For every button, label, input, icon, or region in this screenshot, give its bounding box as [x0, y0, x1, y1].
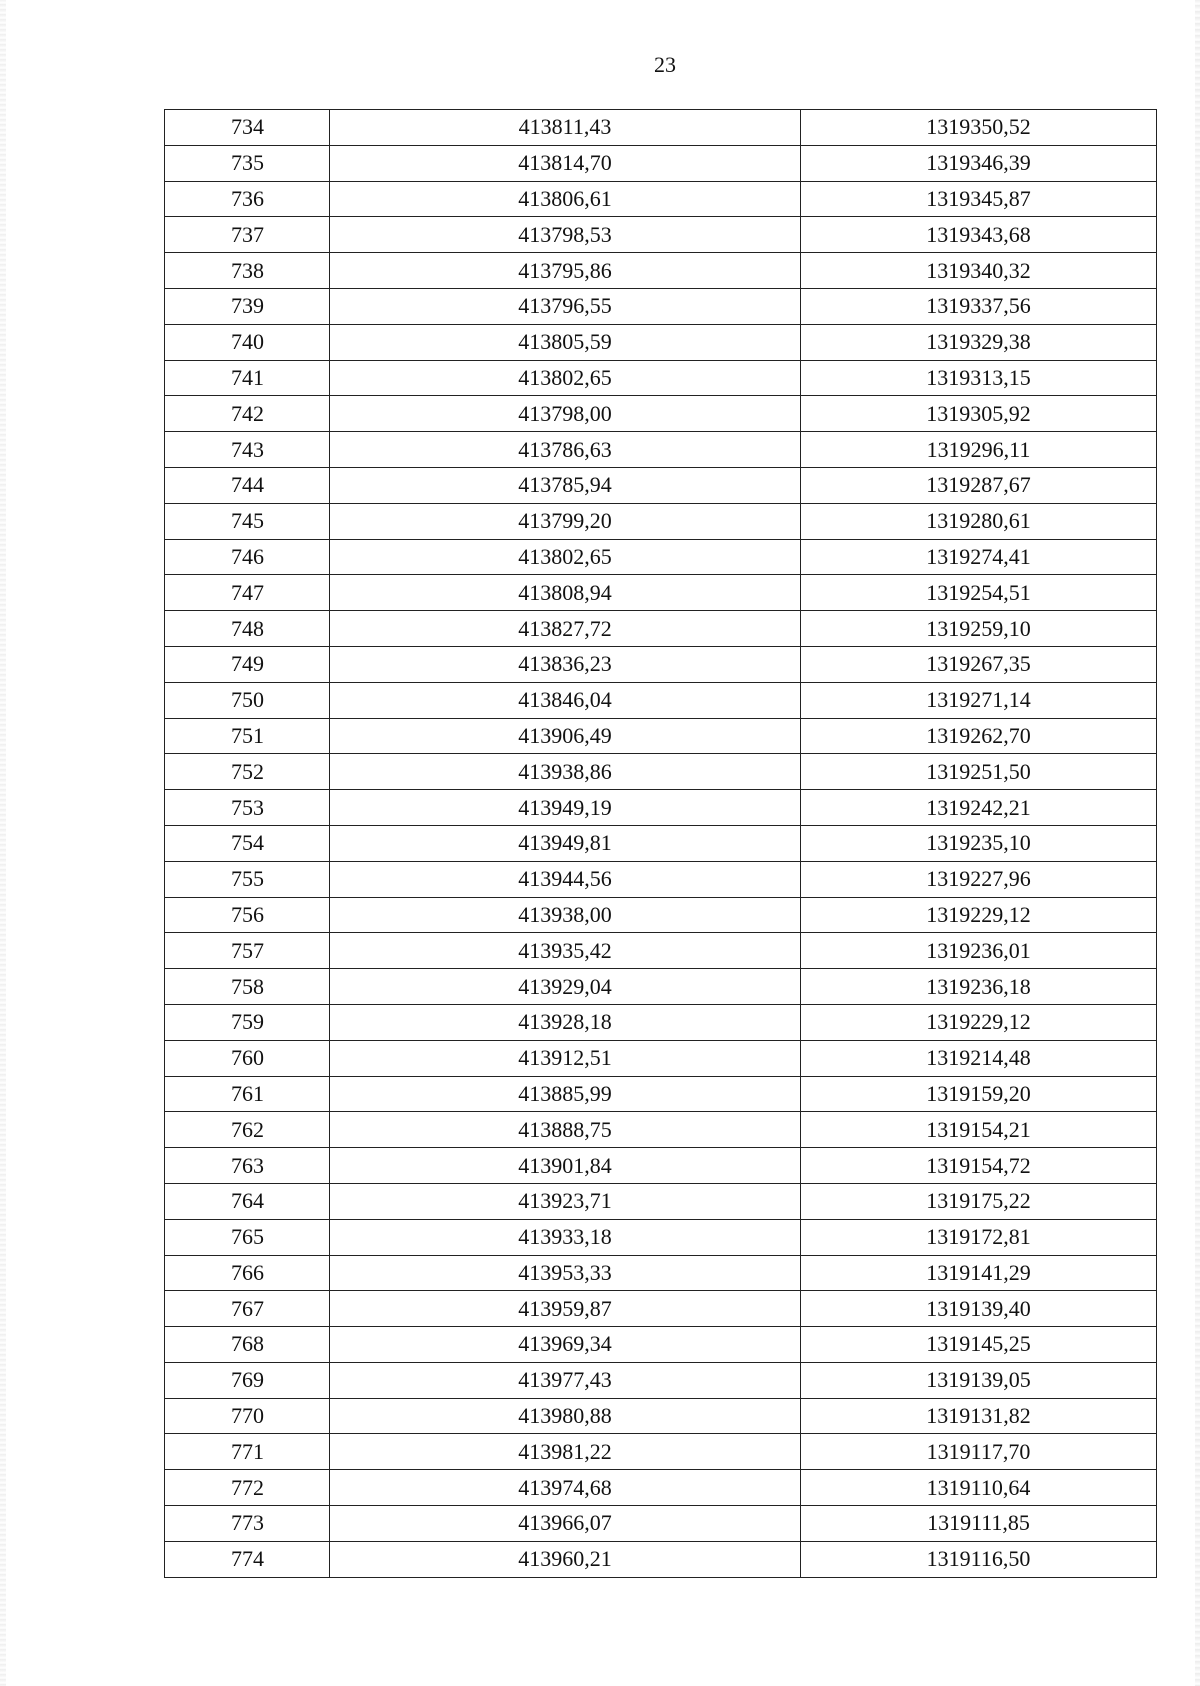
table-row [165, 1434, 1157, 1470]
scan-edge-right [1195, 0, 1200, 1686]
x-coordinate-cell: 413786,63 [330, 432, 801, 468]
point-number-cell: 746 [165, 539, 330, 575]
point-number-cell: 758 [165, 969, 330, 1005]
x-coordinate-cell: 413799,20 [330, 503, 801, 539]
point-number-cell: 740 [165, 324, 330, 360]
table-row [165, 288, 1157, 324]
table-row [165, 969, 1157, 1005]
point-number-cell: 774 [165, 1541, 330, 1577]
y-coordinate-cell: 1319345,87 [801, 181, 1157, 217]
x-coordinate-cell: 413980,88 [330, 1398, 801, 1434]
page-number: 23 [654, 52, 676, 77]
table-row [165, 360, 1157, 396]
y-coordinate-cell: 1319267,35 [801, 646, 1157, 682]
x-coordinate-cell: 413933,18 [330, 1219, 801, 1255]
point-number-cell: 757 [165, 933, 330, 969]
x-coordinate-cell: 413959,87 [330, 1291, 801, 1327]
y-coordinate-cell: 1319139,40 [801, 1291, 1157, 1327]
table-row [165, 324, 1157, 360]
table-row [165, 1398, 1157, 1434]
y-coordinate-cell: 1319235,10 [801, 825, 1157, 861]
point-number-cell: 743 [165, 432, 330, 468]
point-number-cell: 771 [165, 1434, 330, 1470]
y-coordinate-cell: 1319259,10 [801, 611, 1157, 647]
y-coordinate-cell: 1319141,29 [801, 1255, 1157, 1291]
table-row [165, 396, 1157, 432]
y-coordinate-cell: 1319337,56 [801, 288, 1157, 324]
table-row [165, 181, 1157, 217]
x-coordinate-cell: 413808,94 [330, 575, 801, 611]
table-row [165, 217, 1157, 253]
x-coordinate-cell: 413846,04 [330, 682, 801, 718]
x-coordinate-cell: 413953,33 [330, 1255, 801, 1291]
y-coordinate-cell: 1319254,51 [801, 575, 1157, 611]
table-row [165, 467, 1157, 503]
y-coordinate-cell: 1319131,82 [801, 1398, 1157, 1434]
point-number-cell: 741 [165, 360, 330, 396]
table-row [165, 1148, 1157, 1184]
x-coordinate-cell: 413938,86 [330, 754, 801, 790]
x-coordinate-cell: 413827,72 [330, 611, 801, 647]
x-coordinate-cell: 413806,61 [330, 181, 801, 217]
y-coordinate-cell: 1319214,48 [801, 1040, 1157, 1076]
point-number-cell: 752 [165, 754, 330, 790]
y-coordinate-cell: 1319117,70 [801, 1434, 1157, 1470]
y-coordinate-cell: 1319305,92 [801, 396, 1157, 432]
point-number-cell: 753 [165, 790, 330, 826]
table-row [165, 611, 1157, 647]
table-row [165, 646, 1157, 682]
y-coordinate-cell: 1319274,41 [801, 539, 1157, 575]
y-coordinate-cell: 1319139,05 [801, 1362, 1157, 1398]
y-coordinate-cell: 1319287,67 [801, 467, 1157, 503]
table-row [165, 1506, 1157, 1542]
point-number-cell: 735 [165, 145, 330, 181]
point-number-cell: 769 [165, 1362, 330, 1398]
table-row [165, 861, 1157, 897]
point-number-cell: 762 [165, 1112, 330, 1148]
point-number-cell: 744 [165, 467, 330, 503]
point-number-cell: 767 [165, 1291, 330, 1327]
x-coordinate-cell: 413928,18 [330, 1004, 801, 1040]
point-number-cell: 749 [165, 646, 330, 682]
y-coordinate-cell: 1319262,70 [801, 718, 1157, 754]
x-coordinate-cell: 413981,22 [330, 1434, 801, 1470]
table-row [165, 682, 1157, 718]
table-row [165, 933, 1157, 969]
table-row [165, 145, 1157, 181]
y-coordinate-cell: 1319154,72 [801, 1148, 1157, 1184]
y-coordinate-cell: 1319346,39 [801, 145, 1157, 181]
y-coordinate-cell: 1319111,85 [801, 1506, 1157, 1542]
table-row [165, 1183, 1157, 1219]
point-number-cell: 772 [165, 1470, 330, 1506]
point-number-cell: 738 [165, 253, 330, 289]
y-coordinate-cell: 1319329,38 [801, 324, 1157, 360]
point-number-cell: 765 [165, 1219, 330, 1255]
point-number-cell: 770 [165, 1398, 330, 1434]
point-number-cell: 745 [165, 503, 330, 539]
table-row [165, 575, 1157, 611]
y-coordinate-cell: 1319350,52 [801, 110, 1157, 146]
y-coordinate-cell: 1319159,20 [801, 1076, 1157, 1112]
point-number-cell: 751 [165, 718, 330, 754]
x-coordinate-cell: 413949,81 [330, 825, 801, 861]
point-number-cell: 763 [165, 1148, 330, 1184]
point-number-cell: 747 [165, 575, 330, 611]
point-number-cell: 736 [165, 181, 330, 217]
y-coordinate-cell: 1319172,81 [801, 1219, 1157, 1255]
x-coordinate-cell: 413836,23 [330, 646, 801, 682]
x-coordinate-cell: 413923,71 [330, 1183, 801, 1219]
table-row [165, 825, 1157, 861]
y-coordinate-cell: 1319229,12 [801, 897, 1157, 933]
y-coordinate-cell: 1319313,15 [801, 360, 1157, 396]
table-row [165, 1470, 1157, 1506]
point-number-cell: 737 [165, 217, 330, 253]
table-row [165, 1219, 1157, 1255]
y-coordinate-cell: 1319227,96 [801, 861, 1157, 897]
table-row [165, 1040, 1157, 1076]
x-coordinate-cell: 413811,43 [330, 110, 801, 146]
x-coordinate-cell: 413901,84 [330, 1148, 801, 1184]
x-coordinate-cell: 413798,00 [330, 396, 801, 432]
point-number-cell: 748 [165, 611, 330, 647]
point-number-cell: 766 [165, 1255, 330, 1291]
y-coordinate-cell: 1319343,68 [801, 217, 1157, 253]
y-coordinate-cell: 1319296,11 [801, 432, 1157, 468]
point-number-cell: 773 [165, 1506, 330, 1542]
table-row [165, 897, 1157, 933]
table-row [165, 1112, 1157, 1148]
coordinates-table-body [165, 110, 1157, 1578]
x-coordinate-cell: 413802,65 [330, 539, 801, 575]
x-coordinate-cell: 413912,51 [330, 1040, 801, 1076]
x-coordinate-cell: 413906,49 [330, 718, 801, 754]
y-coordinate-cell: 1319229,12 [801, 1004, 1157, 1040]
point-number-cell: 742 [165, 396, 330, 432]
point-number-cell: 755 [165, 861, 330, 897]
point-number-cell: 768 [165, 1327, 330, 1363]
y-coordinate-cell: 1319154,21 [801, 1112, 1157, 1148]
x-coordinate-cell: 413802,65 [330, 360, 801, 396]
x-coordinate-cell: 413949,19 [330, 790, 801, 826]
x-coordinate-cell: 413960,21 [330, 1541, 801, 1577]
scan-edge-left [0, 0, 6, 1686]
y-coordinate-cell: 1319110,64 [801, 1470, 1157, 1506]
x-coordinate-cell: 413814,70 [330, 145, 801, 181]
y-coordinate-cell: 1319145,25 [801, 1327, 1157, 1363]
point-number-cell: 764 [165, 1183, 330, 1219]
y-coordinate-cell: 1319236,18 [801, 969, 1157, 1005]
y-coordinate-cell: 1319271,14 [801, 682, 1157, 718]
table-row [165, 1076, 1157, 1112]
table-row [165, 1004, 1157, 1040]
x-coordinate-cell: 413785,94 [330, 467, 801, 503]
x-coordinate-cell: 413935,42 [330, 933, 801, 969]
coordinates-table [164, 109, 1157, 1578]
x-coordinate-cell: 413885,99 [330, 1076, 801, 1112]
table-row [165, 718, 1157, 754]
table-row [165, 1327, 1157, 1363]
x-coordinate-cell: 413798,53 [330, 217, 801, 253]
y-coordinate-cell: 1319116,50 [801, 1541, 1157, 1577]
x-coordinate-cell: 413796,55 [330, 288, 801, 324]
table-row [165, 503, 1157, 539]
table-row [165, 754, 1157, 790]
table-row [165, 1291, 1157, 1327]
table-row [165, 539, 1157, 575]
y-coordinate-cell: 1319236,01 [801, 933, 1157, 969]
y-coordinate-cell: 1319175,22 [801, 1183, 1157, 1219]
x-coordinate-cell: 413944,56 [330, 861, 801, 897]
x-coordinate-cell: 413805,59 [330, 324, 801, 360]
table-row [165, 432, 1157, 468]
x-coordinate-cell: 413938,00 [330, 897, 801, 933]
table-row [165, 790, 1157, 826]
point-number-cell: 754 [165, 825, 330, 861]
y-coordinate-cell: 1319242,21 [801, 790, 1157, 826]
x-coordinate-cell: 413977,43 [330, 1362, 801, 1398]
point-number-cell: 760 [165, 1040, 330, 1076]
x-coordinate-cell: 413969,34 [330, 1327, 801, 1363]
point-number-cell: 756 [165, 897, 330, 933]
point-number-cell: 750 [165, 682, 330, 718]
point-number-cell: 761 [165, 1076, 330, 1112]
y-coordinate-cell: 1319280,61 [801, 503, 1157, 539]
x-coordinate-cell: 413974,68 [330, 1470, 801, 1506]
x-coordinate-cell: 413929,04 [330, 969, 801, 1005]
y-coordinate-cell: 1319251,50 [801, 754, 1157, 790]
table-row [165, 110, 1157, 146]
point-number-cell: 759 [165, 1004, 330, 1040]
point-number-cell: 739 [165, 288, 330, 324]
table-row [165, 1541, 1157, 1577]
table-row [165, 1362, 1157, 1398]
x-coordinate-cell: 413966,07 [330, 1506, 801, 1542]
y-coordinate-cell: 1319340,32 [801, 253, 1157, 289]
table-row [165, 253, 1157, 289]
point-number-cell: 734 [165, 110, 330, 146]
x-coordinate-cell: 413888,75 [330, 1112, 801, 1148]
table-row [165, 1255, 1157, 1291]
x-coordinate-cell: 413795,86 [330, 253, 801, 289]
